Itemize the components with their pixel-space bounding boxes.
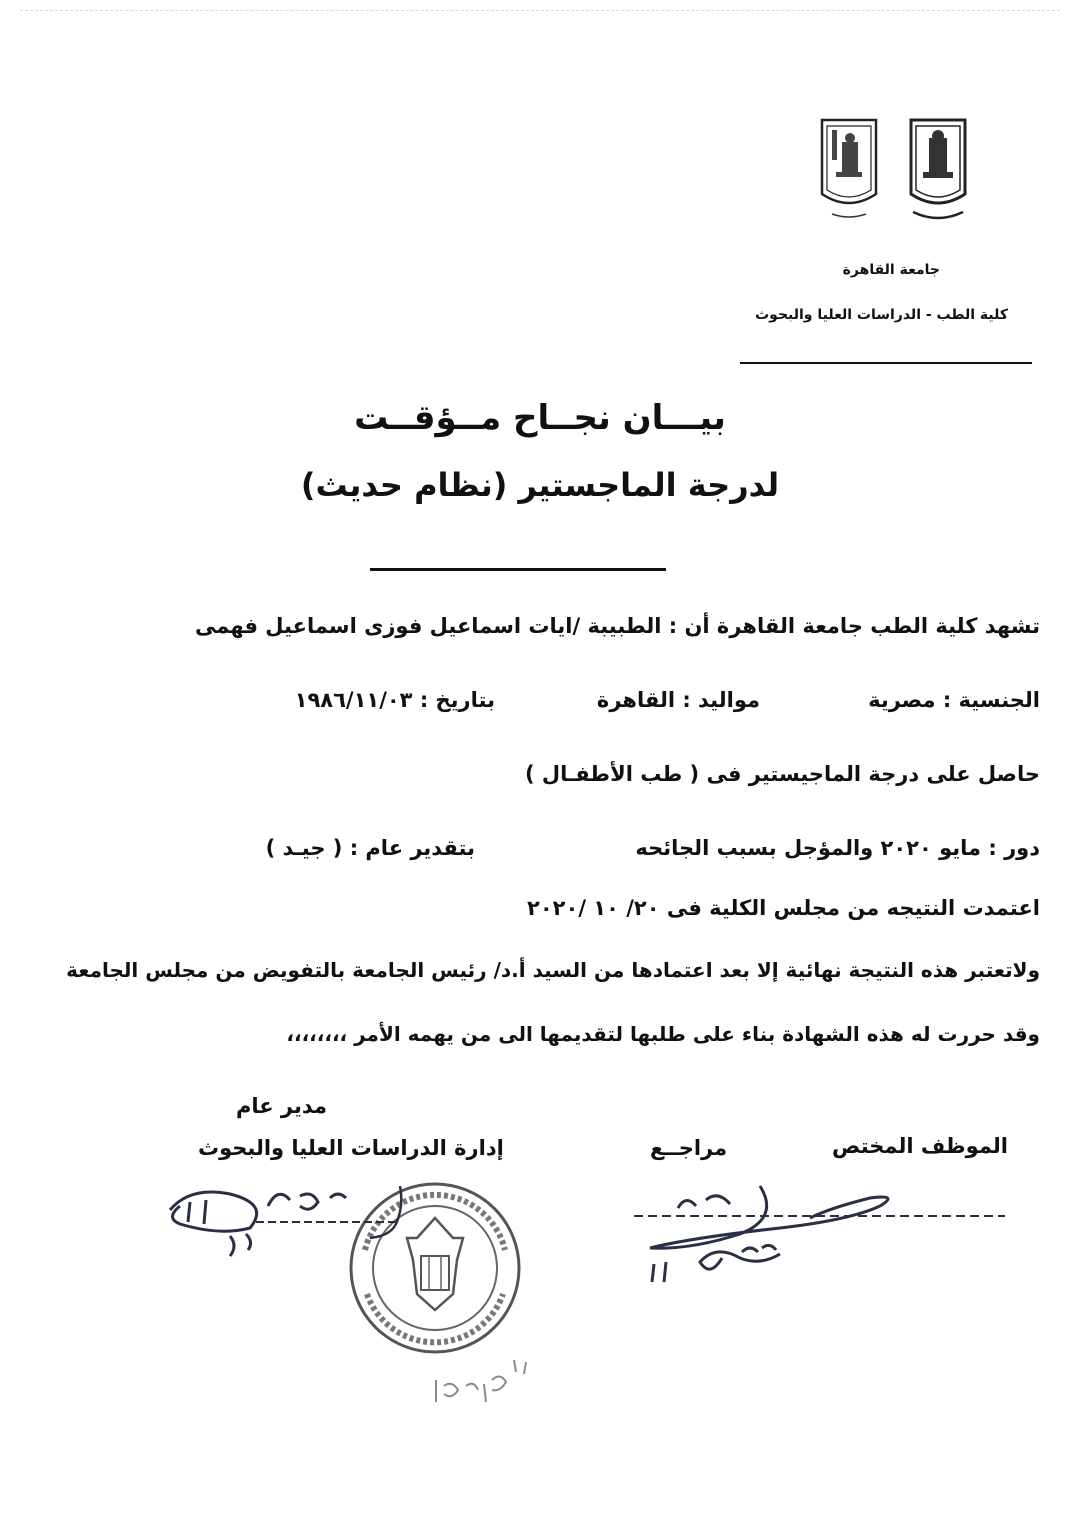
degree-line: حاصل على درجة الماجيستير فى ( طب الأطفـال ) <box>525 762 1040 786</box>
grade: بتقدير عام : ( جيـد ) <box>265 836 475 860</box>
faculty-of-medicine-seal <box>818 116 878 226</box>
nationality: الجنسية : مصرية <box>868 688 1040 712</box>
title-divider <box>370 568 666 571</box>
faculty-name: كلية الطب - الدراسات العليا والبحوث <box>755 307 1008 323</box>
director-title: مدير عام <box>236 1094 328 1118</box>
session-line: دور : مايو ٢٠٢٠ والمؤجل بسبب الجائحه <box>635 836 1040 860</box>
validity-line: ولاتعتبر هذه النتيجة نهائية إلا بعد اعتمادها من السيد أ.د/ رئيس الجامعة بالتفويض من مجلس الجامعة <box>66 958 1040 982</box>
director-department: إدارة الدراسات العليا والبحوث <box>198 1136 504 1160</box>
birthplace: مواليد : القاهرة <box>596 688 760 712</box>
issued-line: وقد حررت له هذه الشهادة بناء على طلبها لتقديمها الى من يهمه الأمر ،،،،،،،، <box>286 1022 1040 1046</box>
scan-edge <box>20 10 1060 11</box>
employee-label: الموظف المختص <box>832 1134 1008 1158</box>
employee-signature <box>630 1178 1010 1292</box>
header-divider <box>740 362 1032 364</box>
birthdate: بتاريخ : ١٩٨٦/١١/٠٣ <box>294 688 495 712</box>
cairo-university-seal <box>907 116 967 226</box>
handwritten-note <box>430 1350 540 1414</box>
approval-line: اعتمدت النتيجه من مجلس الكلية فى ٢٠/ ١٠ /٢٠٢٠ <box>527 896 1040 920</box>
reviewer-label: مراجــع <box>650 1136 728 1160</box>
university-name: جامعة القاهرة <box>842 262 940 278</box>
director-signature <box>160 1176 420 1270</box>
document-title: بيـــان نجــاح مــؤقــت <box>354 398 726 438</box>
certify-line: تشهد كلية الطب جامعة القاهرة أن : الطبيبة /ايات اسماعيل فوزى اسماعيل فهمى <box>195 614 1040 638</box>
document-subtitle: لدرجة الماجستير (نظام حديث) <box>300 466 780 504</box>
